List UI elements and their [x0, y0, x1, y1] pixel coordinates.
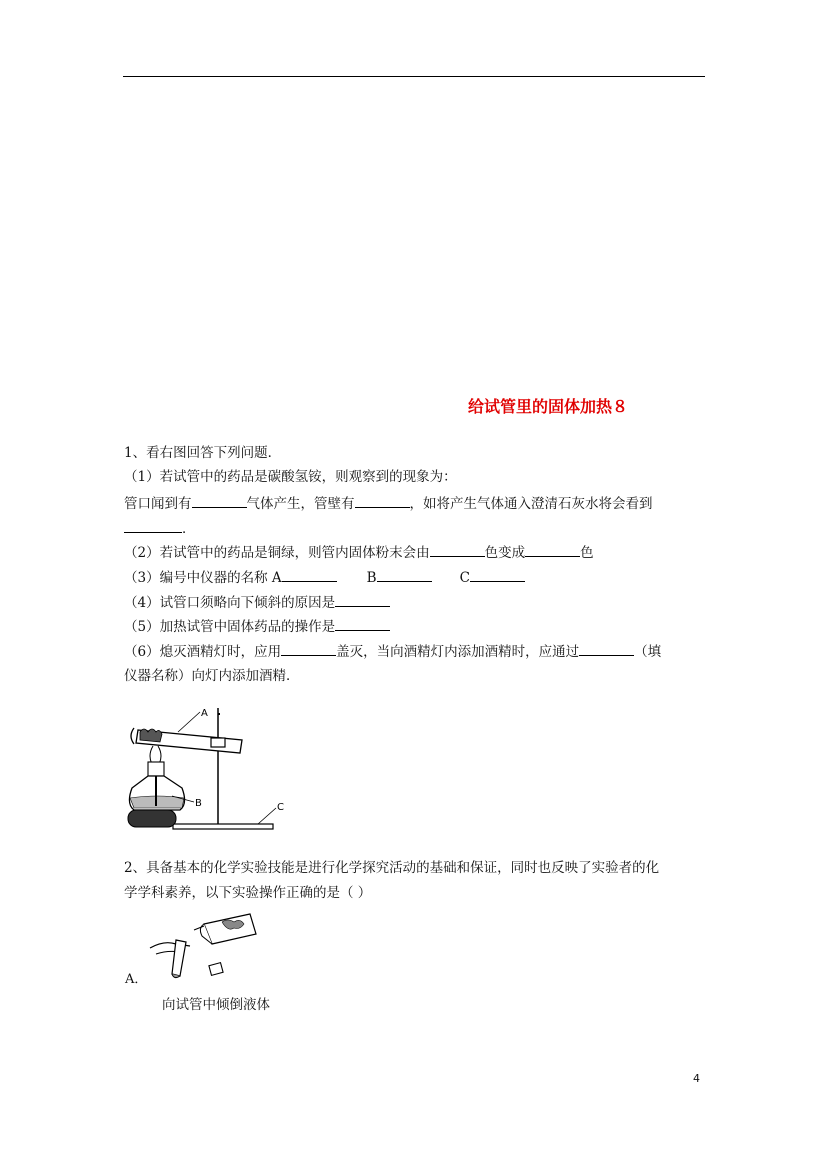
pouring-liquid-figure: [146, 910, 266, 982]
answer-blank: [430, 542, 485, 557]
answer-blank: [124, 518, 182, 533]
solid-powder: [140, 729, 162, 742]
answer-blank: [192, 493, 247, 508]
q1-part1-answer-cont: [124, 518, 196, 539]
q1-part3: [124, 567, 525, 588]
header-rule: [123, 76, 705, 77]
answer-blank: [281, 641, 336, 656]
text: （4）试管口须略向下倾斜的原因是: [124, 595, 336, 611]
answer-blank: [335, 592, 390, 607]
text: 气体产生，管壁有: [246, 496, 355, 512]
text: ，如将产生气体通入澄清石灰水将会看到: [409, 496, 653, 512]
q2-stem-line1: 2、具备基本的化学实验技能是进行化学探究活动的基础和保证，同时也反映了实验者的化: [124, 860, 660, 876]
text: （填: [634, 644, 662, 660]
q2-stem-line2: 学学科素养，以下实验操作正确的是（ ）: [124, 885, 372, 901]
answer-blank: [377, 567, 432, 582]
q1-part1-answer: [124, 493, 653, 514]
answer-blank: [355, 493, 410, 508]
q1-part2: [124, 542, 594, 563]
text: C: [459, 570, 470, 586]
label-c: C: [277, 802, 284, 813]
option-a-caption: 向试管中倾倒液体: [162, 997, 270, 1013]
heating-apparatus-figure: [118, 700, 298, 835]
text: （5）加热试管中固体药品的操作是: [124, 619, 336, 635]
text: 色变成: [484, 545, 526, 561]
option-a-label: A．: [125, 972, 148, 987]
q1-part1: （1）若试管中的药品是碳酸氢铵，则观察到的现象为：: [124, 469, 457, 485]
q1-part5: [124, 616, 390, 637]
q1-stem: 1、看右图回答下列问题．: [124, 445, 282, 461]
text: （6）熄灭酒精灯时，应用: [124, 644, 282, 660]
label-a: A: [201, 708, 208, 719]
q1-part4: [124, 592, 390, 613]
label-b: B: [195, 798, 202, 809]
clamp: [211, 738, 225, 747]
answer-blank: [525, 542, 580, 557]
text: （3）编号中仪器的名称 A: [124, 570, 282, 586]
text: 色: [580, 545, 594, 561]
lamp-base: [128, 810, 176, 827]
bottle-stopper: [209, 963, 223, 976]
text: B: [366, 570, 377, 586]
test-tube: [172, 940, 186, 976]
text: 管口闻到有: [124, 496, 192, 512]
answer-blank: [579, 641, 634, 656]
answer-blank: [335, 616, 390, 631]
page-title: 给试管里的固体加热８: [468, 397, 629, 416]
q1-part6-cont: 仪器名称）向灯内添加酒精．: [124, 668, 300, 684]
text: 盖灭，当向酒精灯内添加酒精时，应通过: [336, 644, 580, 660]
answer-blank: [470, 567, 525, 582]
stand-base: [173, 824, 273, 829]
answer-blank: [282, 567, 337, 582]
text: ．: [182, 521, 196, 537]
text: （2）若试管中的药品是铜绿，则管内固体粉末会由: [124, 545, 430, 561]
page-number: 4: [693, 1072, 700, 1085]
q1-part6: [124, 641, 661, 662]
